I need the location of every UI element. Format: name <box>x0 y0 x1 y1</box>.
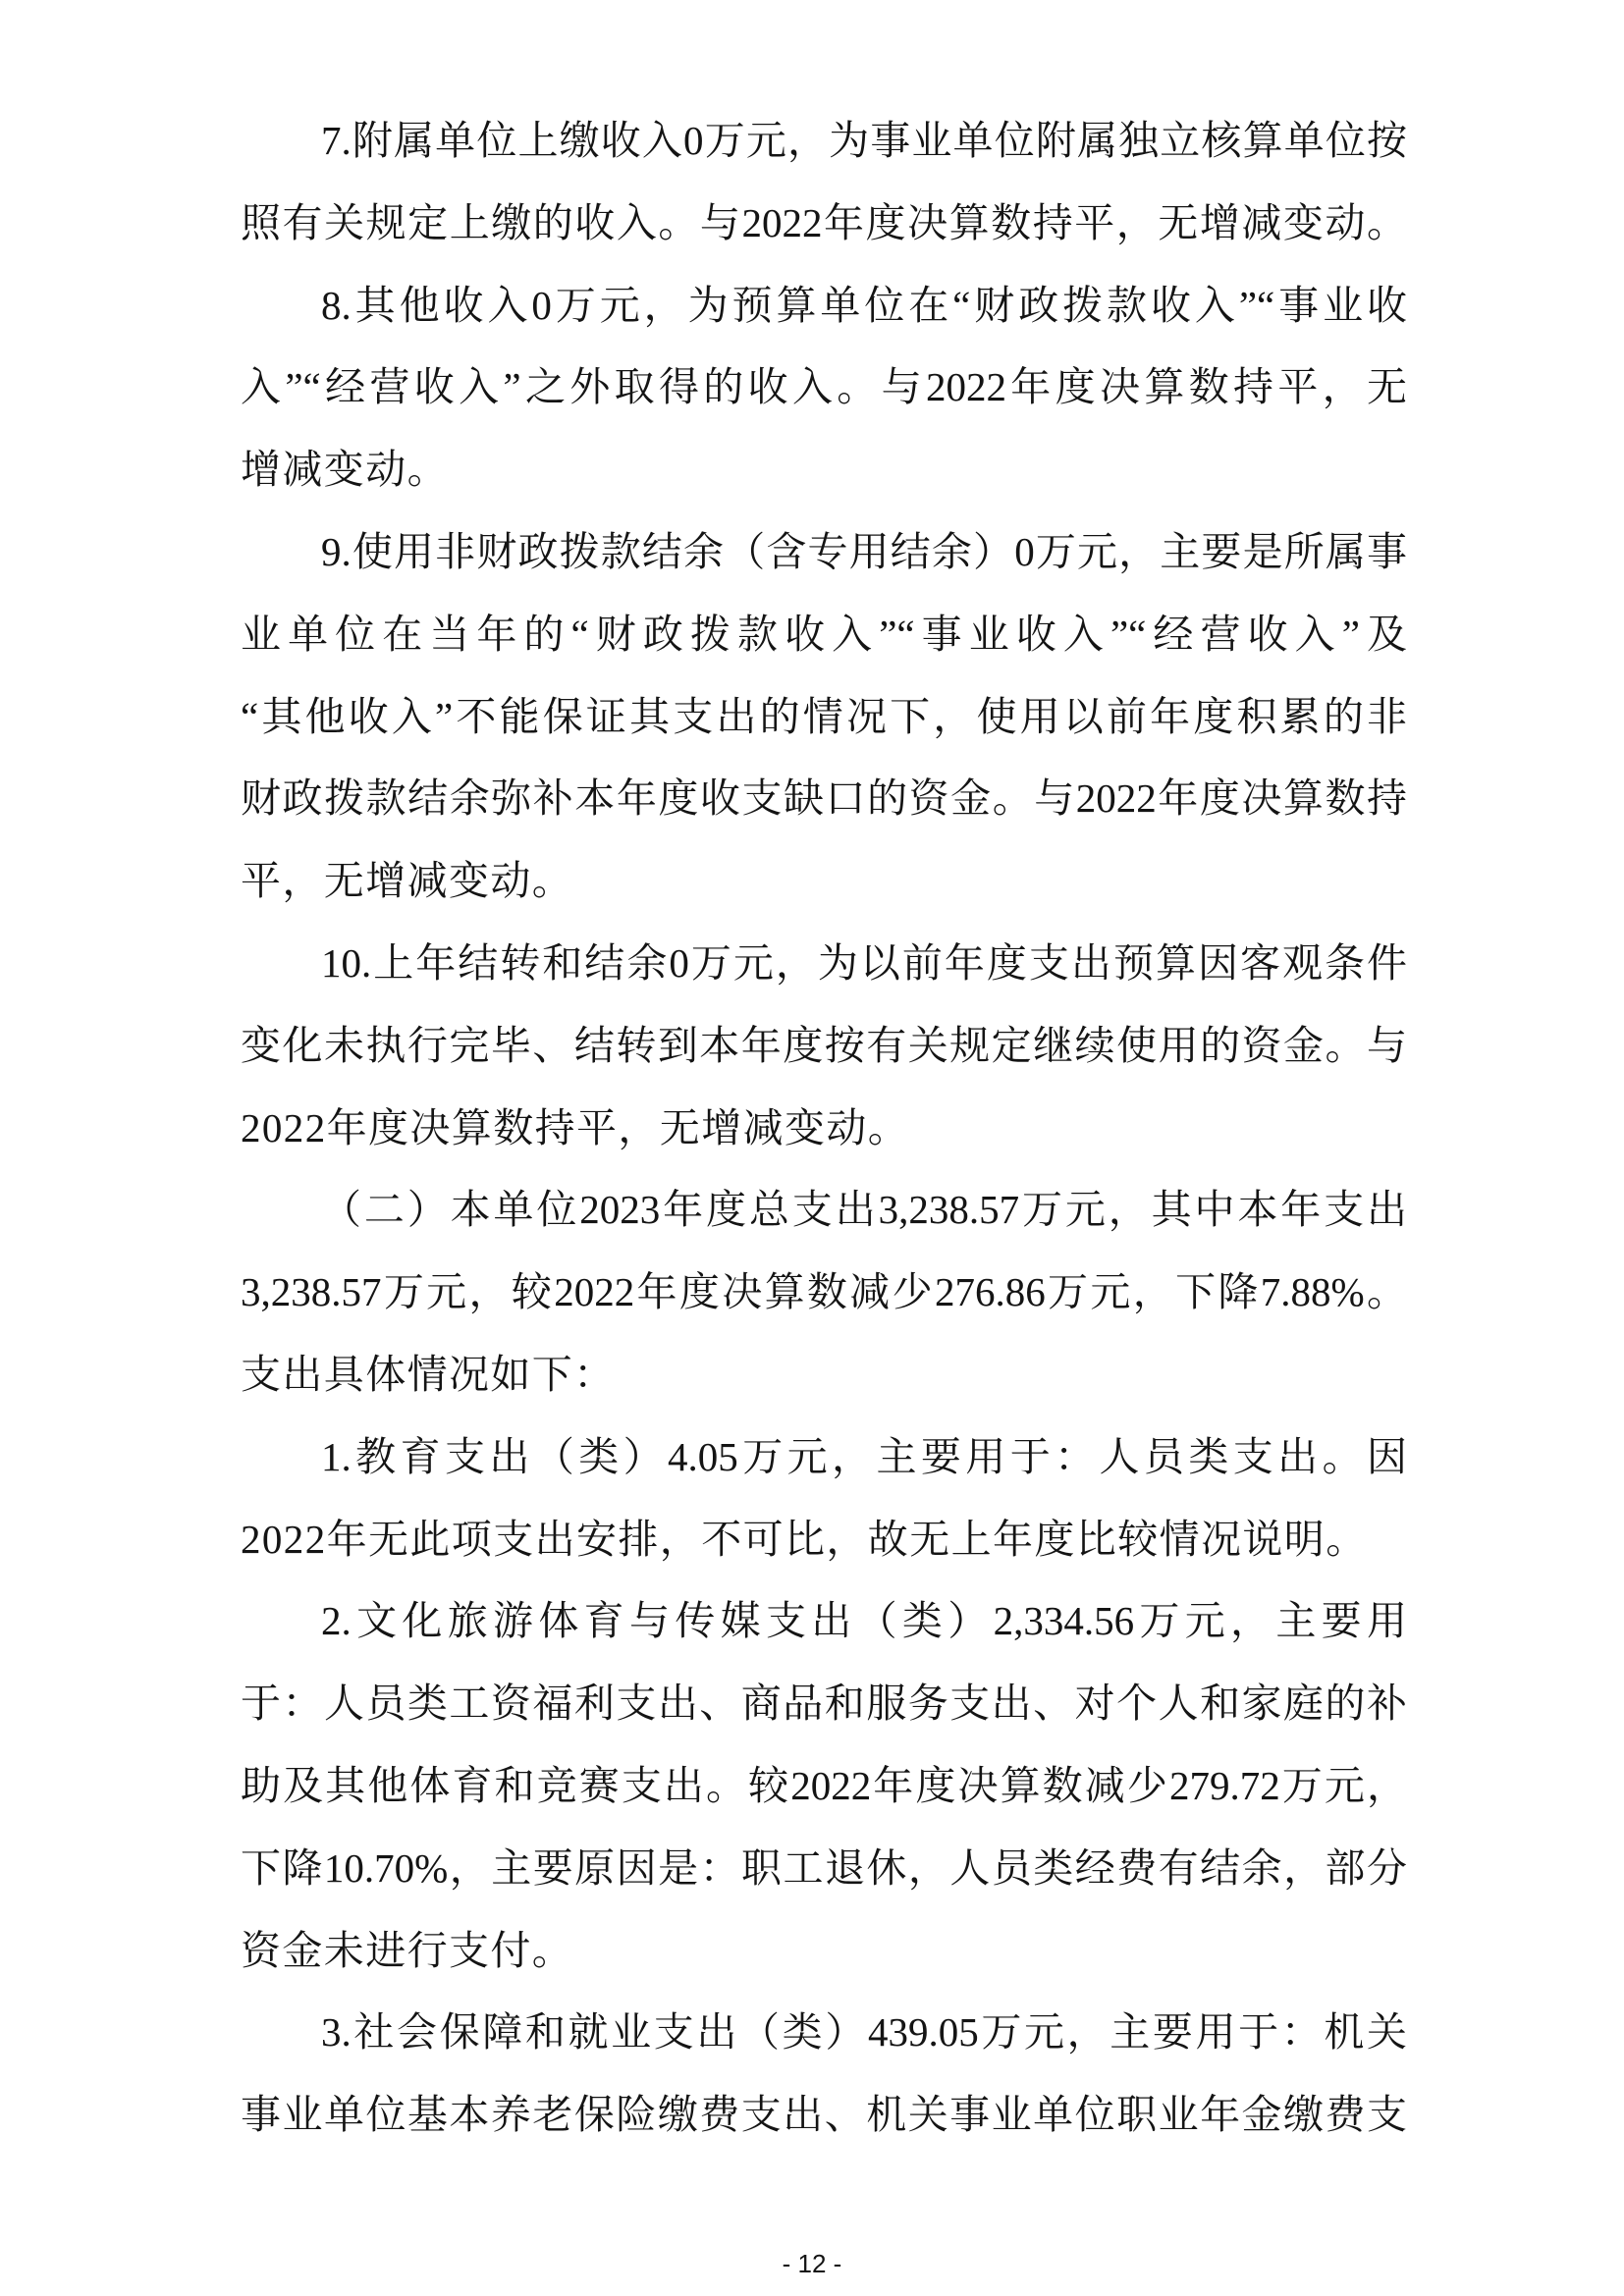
text-line: 变化未执行完毕、结转到本年度按有关规定继续使用的资金。与 <box>241 1022 1407 1068</box>
paragraph-culture-sports-expenditure <box>241 1580 1407 1992</box>
text-line: 2.文化旅游体育与传媒支出（类）2,334.56万元，主要用 <box>321 1598 1407 1644</box>
text-line: 资金未进行支付。 <box>241 1927 574 1973</box>
text-line: 增减变动。 <box>241 447 449 493</box>
text-line: 10.上年结转和结余0万元，为以前年度支出预算因客观条件 <box>321 939 1407 986</box>
text-line: 3,238.57万元，较2022年度决算数减少276.86万元，下降7.88%。 <box>241 1269 1407 1315</box>
paragraph-affiliated-units-income <box>241 100 1407 265</box>
text-line: “其他收入”不能保证其支出的情况下，使用以前年度积累的非 <box>241 693 1407 739</box>
text-line: 支出具体情况如下： <box>241 1351 616 1397</box>
text-line: 照有关规定上缴的收入。与2022年度决算数持平，无增减变动。 <box>241 199 1407 245</box>
text-line: 7.附属单位上缴收入0万元，为事业单位附属独立核算单位按 <box>321 118 1407 163</box>
text-line: 8.其他收入0万元，为预算单位在“财政拨款收入”“事业收 <box>321 282 1407 328</box>
paragraph-total-expenditure <box>241 1169 1407 1415</box>
text-line: 助及其他体育和竞赛支出。较2022年度决算数减少279.72万元， <box>241 1762 1407 1808</box>
paragraph-social-security-expenditure <box>241 1992 1407 2157</box>
text-line: 2022年度决算数持平，无增减变动。 <box>241 1104 910 1150</box>
text-line: 9.使用非财政拨款结余（含专用结余）0万元，主要是所属事 <box>321 528 1407 574</box>
text-line: 3.社会保障和就业支出（类）439.05万元，主要用于：机关 <box>321 2009 1407 2056</box>
paragraph-non-fiscal-balance <box>241 511 1407 923</box>
text-line: 2022年无此项支出安排，不可比，故无上年度比较情况说明。 <box>241 1516 1368 1562</box>
body-text <box>241 100 1407 2157</box>
text-line: （二）本单位2023年度总支出3,238.57万元，其中本年支出 <box>321 1187 1407 1233</box>
text-line: 下降10.70%，主要原因是：职工退休，人员类经费有结余，部分 <box>241 1844 1407 1891</box>
text-line: 业单位在当年的“财政拨款收入”“事业收入”“经营收入”及 <box>241 611 1407 657</box>
paragraph-carryover-balance <box>241 923 1407 1169</box>
page-number: - 12 - <box>782 2249 842 2278</box>
text-line: 财政拨款结余弥补本年度收支缺口的资金。与2022年度决算数持 <box>241 775 1407 822</box>
text-line: 于：人员类工资福利支出、商品和服务支出、对个人和家庭的补 <box>241 1681 1407 1727</box>
text-line: 平，无增减变动。 <box>241 858 574 904</box>
text-line: 入”“经营收入”之外取得的收入。与2022年度决算数持平，无 <box>241 364 1407 410</box>
paragraph-education-expenditure <box>241 1416 1407 1581</box>
text-line: 1.教育支出（类）4.05万元，主要用于：人员类支出。因 <box>321 1433 1407 1479</box>
text-line: 事业单位基本养老保险缴费支出、机关事业单位职业年金缴费支 <box>241 2092 1407 2138</box>
paragraph-other-income <box>241 265 1407 511</box>
